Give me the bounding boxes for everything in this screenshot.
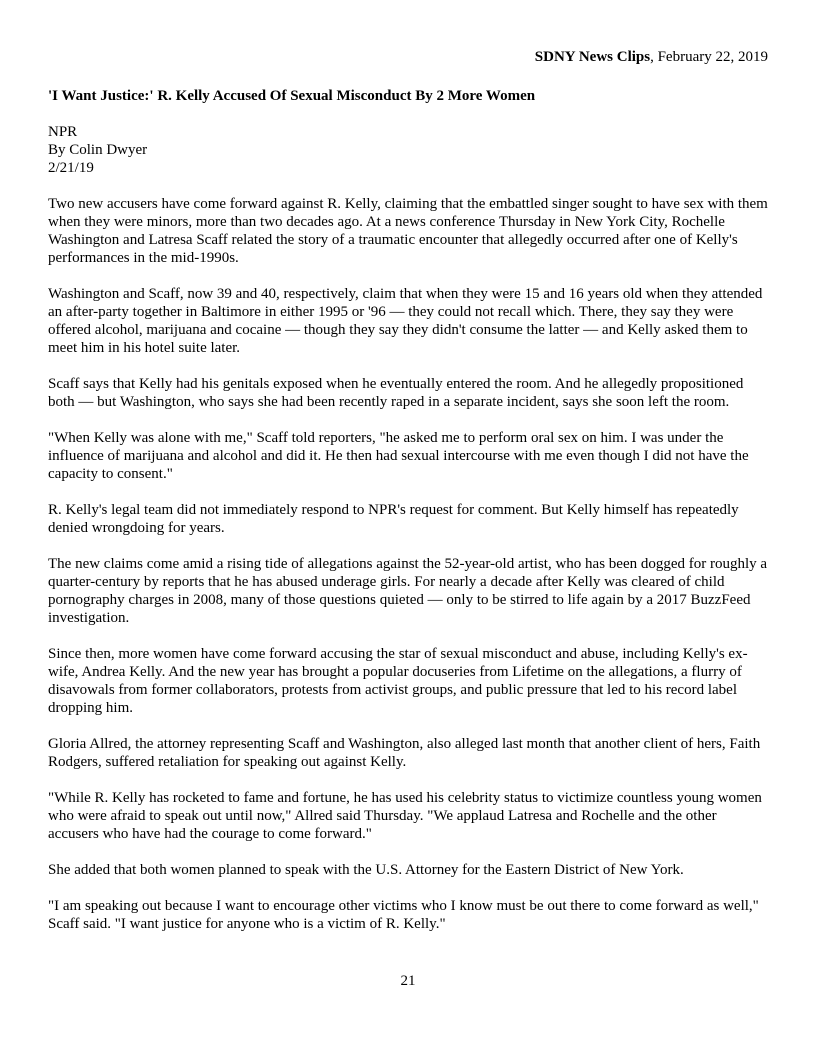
article-source: NPR xyxy=(48,124,78,140)
article-date: 2/21/19 xyxy=(48,160,94,176)
paragraph: She added that both women planned to speak with the U.S. Attorney for the Eastern District of New York. xyxy=(48,862,684,878)
paragraph: Scaff says that Kelly had his genitals exposed when he eventually entered the room. And he allegedly propositioned both — but Washington, who says she had been recently raped in a separate incident, says she soon left the room. xyxy=(48,376,744,410)
page-number: 21 xyxy=(400,973,416,989)
paragraph: The new claims come amid a rising tide of allegations against the 52-year-old artist, who has been dogged for roughly a quarter-century by reports that he has abused underage girls. For nearly a decade after Kelly was cleared of child pornography charges in 2008, many of those questions quieted — only to be stirred to life again by a 2017 BuzzFeed investigation. xyxy=(48,556,768,626)
paragraph: "While R. Kelly has rocketed to fame and fortune, he has used his celebrity status to victimize countless young women who were afraid to speak out until now," Allred said Thursday. "We applaud Latresa and Rochelle and the other accusers who have had the courage to come forward." xyxy=(48,790,762,842)
clip-header xyxy=(48,48,768,66)
paragraph: R. Kelly's legal team did not immediately respond to NPR's request for comment. But Kelly himself has repeatedly denied wrongdoing for years. xyxy=(48,502,739,536)
paragraph: "I am speaking out because I want to encourage other victims who I know must be out there to come forward as well," Scaff said. "I want justice for anyone who is a victim of R. Kelly." xyxy=(48,898,759,932)
publication-name: SDNY News Clips xyxy=(534,49,651,65)
article-title: 'I Want Justice:' R. Kelly Accused Of Sexual Misconduct By 2 More Women xyxy=(48,88,536,104)
paragraph: "When Kelly was alone with me," Scaff told reporters, "he asked me to perform oral sex on him. I was under the influence of marijuana and alcohol and did it. He then had sexual intercourse with me even though I did not have the capacity to consent." xyxy=(48,430,749,482)
paragraph: Gloria Allred, the attorney representing Scaff and Washington, also alleged last month that another client of hers, Faith Rodgers, suffered retaliation for speaking out against Kelly. xyxy=(48,736,761,770)
article-meta xyxy=(48,123,768,177)
paragraph: Since then, more women have come forward accusing the star of sexual misconduct and abuse, including Kelly's ex-wife, Andrea Kelly. And the new year has brought a popular docuseries from Lifetime on the allegations, a flurry of disavowals from former collaborators, protests from activist groups, and public pressure that led to his record label dropping him. xyxy=(48,646,748,716)
header-date: , February 22, 2019 xyxy=(650,49,768,65)
article-byline: By Colin Dwyer xyxy=(48,142,148,158)
article-body xyxy=(48,195,768,933)
paragraph: Washington and Scaff, now 39 and 40, respectively, claim that when they were 15 and 16 years old when they attended an after-party together in Baltimore in either 1995 or '96 — they could not recall which. There, they say they were offered alcohol, marijuana and cocaine — though they say they didn't consume the latter — and Kelly asked them to meet him in his hotel suite later. xyxy=(48,286,763,356)
document-page xyxy=(48,48,768,951)
paragraph: Two new accusers have come forward against R. Kelly, claiming that the embattled singer sought to have sex with them when they were minors, more than two decades ago. At a news conference Thursday in New York City, Rochelle Washington and Latresa Scaff related the story of a traumatic encounter that allegedly occurred after one of Kelly's performances in the mid-1990s. xyxy=(48,196,768,266)
